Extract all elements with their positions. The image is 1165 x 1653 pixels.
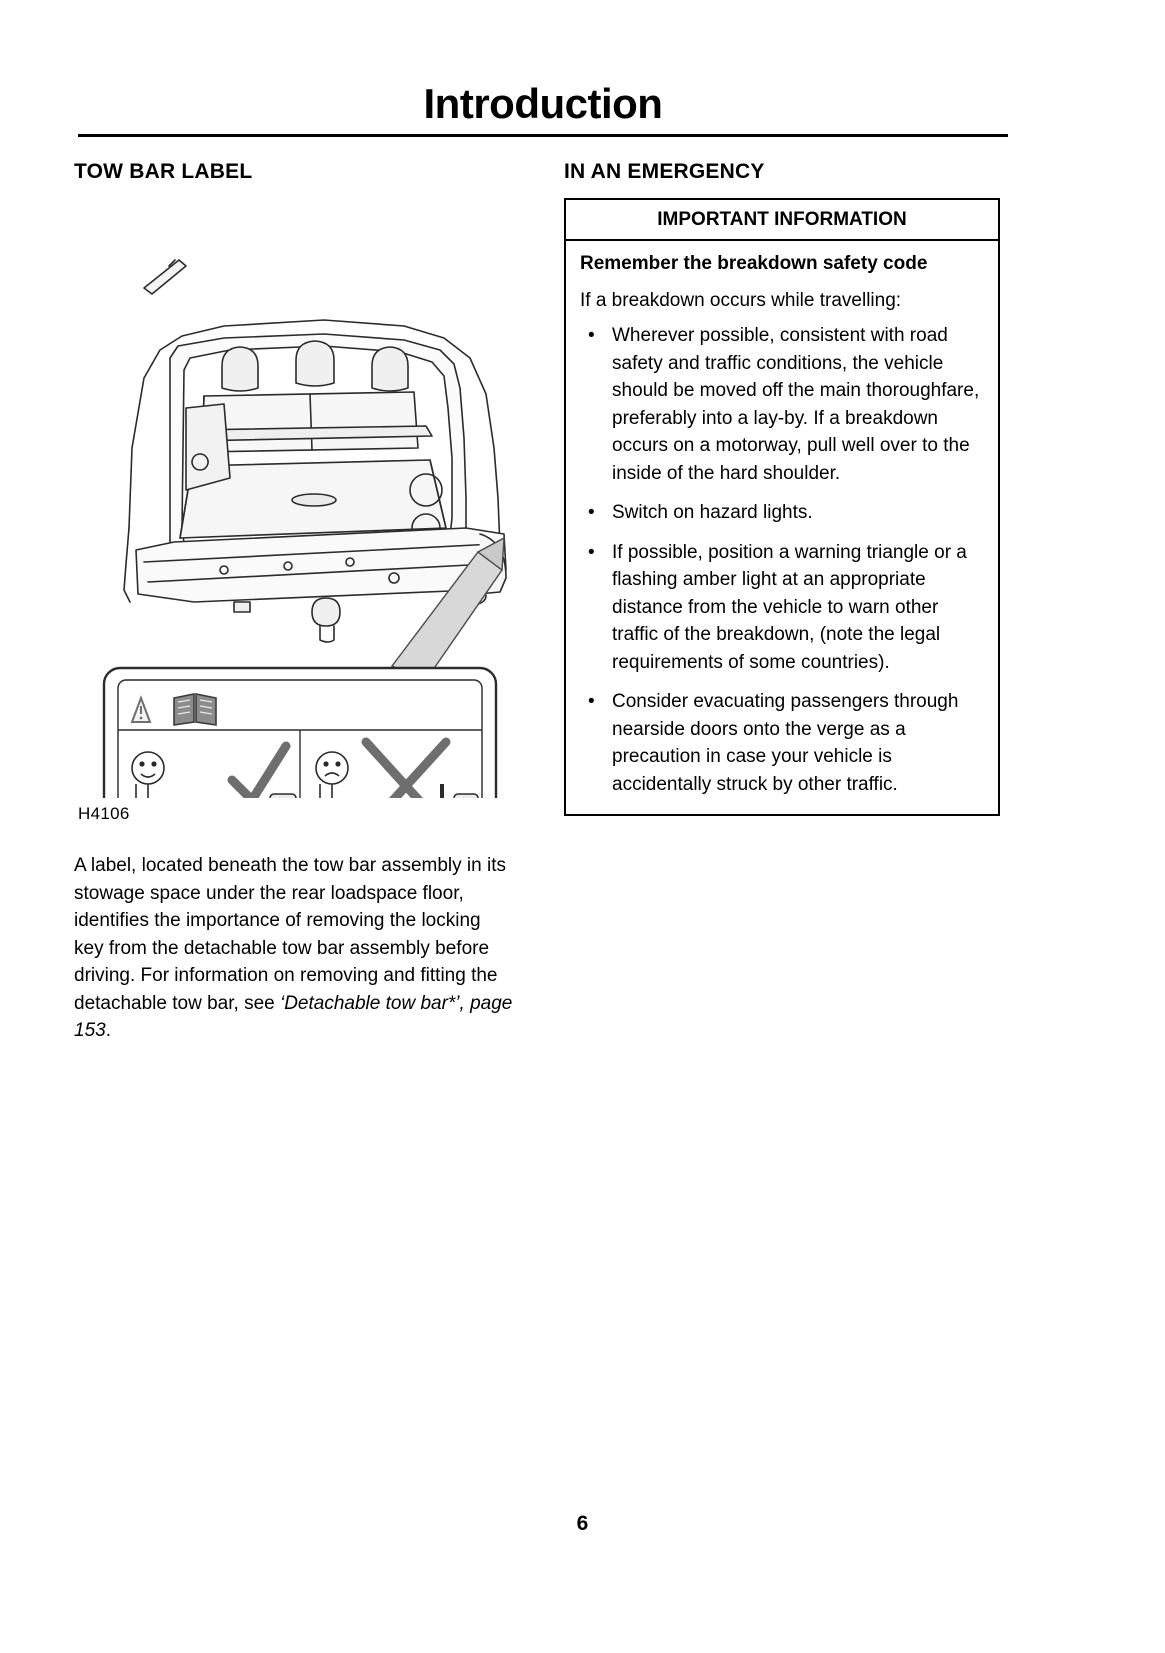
list-item-text: Switch on hazard lights.: [612, 502, 813, 523]
info-box-lead-text: If a breakdown occurs while travelling:: [580, 290, 902, 311]
list-item: [580, 499, 984, 527]
important-information-box: [564, 198, 1000, 816]
bullet-icon: •: [588, 325, 595, 346]
list-item-text: If possible, position a warning triangle or a flashing amber light at an appropriate distance from the vehicle to warn other traffic of the breakdown, (note the legal requirements of some countries).: [612, 541, 967, 673]
vehicle-loadspace-drawing: [74, 198, 514, 798]
tow-bar-warning-label: [104, 668, 496, 798]
list-item: [580, 688, 984, 798]
title-divider: [78, 134, 1008, 137]
paragraph-text-plain: A label, located beneath the tow bar assembly in its stowage space under the rear loadspace floor, identifies the importance of removing the locking key from the detachable tow bar assembly before driving. For information on removing and fitting the detachable tow bar, see: [74, 855, 506, 1014]
list-item: [580, 322, 984, 487]
tow-bar-label-paragraph: [74, 852, 514, 1045]
info-box-body: [566, 241, 998, 814]
list-item: [580, 539, 984, 677]
section-heading-tow-bar-label: TOW BAR LABEL: [74, 160, 253, 183]
left-column: [74, 160, 514, 1045]
figure-caption: H4106: [78, 804, 130, 823]
list-item-text: Wherever possible, consistent with road safety and traffic conditions, the vehicle should be moved off the main thoroughfare, preferably into a lay-by. If a breakdown occurs on a motorway, pull well over to the inside of the hard shoulder.: [612, 325, 980, 484]
paragraph-text-italic: ‘Detachable tow bar*’, page 153: [74, 992, 513, 1041]
paragraph-text-end: .: [105, 1020, 111, 1041]
info-box-subtitle: Remember the breakdown safety code: [580, 253, 928, 274]
page-title: Introduction: [423, 80, 663, 127]
page-number: 6: [576, 1512, 589, 1535]
bullet-icon: •: [588, 541, 595, 563]
tow-bar-label-illustration: [74, 198, 514, 824]
bullet-icon: •: [588, 502, 595, 523]
breakdown-safety-code-list: [580, 322, 984, 798]
section-heading-in-an-emergency: IN AN EMERGENCY: [564, 160, 765, 183]
right-column: [564, 160, 1000, 816]
bullet-icon: •: [588, 691, 595, 712]
list-item-text: Consider evacuating passengers through nearside doors onto the verge as a precaution in case your vehicle is accidentally struck by other traffic.: [612, 691, 959, 795]
info-box-title: IMPORTANT INFORMATION: [566, 200, 998, 241]
